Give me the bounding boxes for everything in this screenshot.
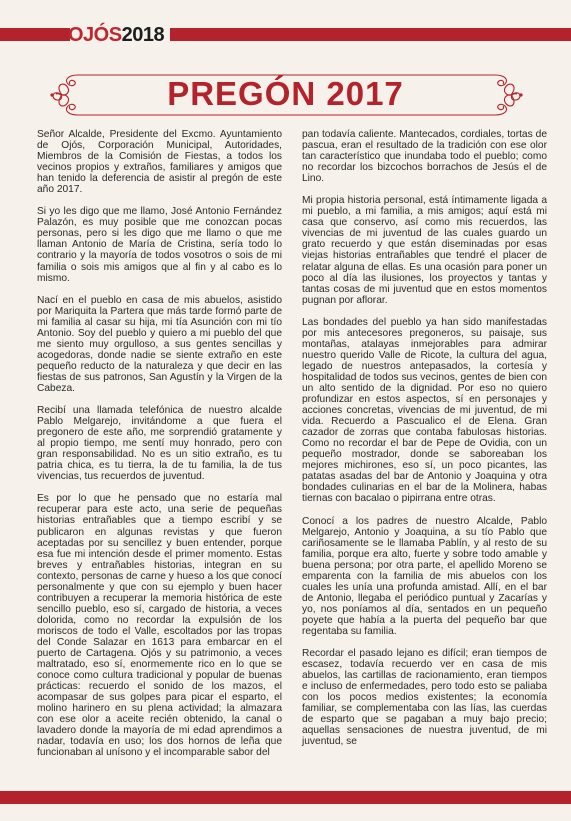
paragraph: Recibí una llamada telefónica de nuestro alcalde Pablo Melgarejo, invitándome a que fuera el pregonero de este año, me sorprendió gratamente y al propio tiempo, me sentí muy honrado, pero con gran responsabilidad. No es un sitio extraño, es tu patria chica, es tu tierra, la de tu familia, la de tus vivencias, tus recuerdos de juventud.	[37, 405, 282, 483]
paragraph: Si yo les digo que me llamo, José Antonio Fernández Palazón, es muy posible que me conozcan pocas personas, pero si les digo que me llamo o que me llaman Antonio de María de Cristina, sería todo lo contrario y la mayoría de todos vosotros o sois de mi familia o sois mis amigos que al fin y al cabo es lo mismo.	[37, 206, 282, 284]
brand-year: 2018	[121, 24, 165, 46]
paragraph: Recordar el pasado lejano es difícil; eran tiempos de escasez, todavía recuerdo ver en casa de mis abuelos, las cartillas de racionamiento, eran tiempos e incluso de enfermedades, pero todo esto se paliaba con los pocos medios existentes; la economía familiar, se complementaba con las lías, las cuerdas de esparto que se pagaban a muy bajo precio; aquellas sensaciones de nuestra juventud, de mi juventud, se	[302, 648, 547, 748]
right-text-column	[302, 129, 547, 758]
paragraph: Nací en el pueblo en casa de mis abuelos, asistido por Mariquita la Partera que más tarde formó parte de mi familia al casar su hija, mi tía Asunción con mi tío Antonio. Soy del pueblo y quiero a mi pueblo del que me siento muy orgulloso, a sus gentes sencillas y acogedoras, donde nadie se siente extraño en este pequeño reducto de la naturaleza y que decir en las fiestas de sus patronos, San Agustín y la Virgen de la Cabeza.	[37, 294, 282, 394]
paragraph: Mi propia historia personal, está íntimamente ligada a mi pueblo, a mi familia, a mis amigos; aquí está mi casa que conservo, así como mis recuerdos, las vivencias de mi juventud de las cuales guardo un grato recuerdo y que están diseminadas por esas viejas historias entrañables que tendré el placer de relatar alguna de ellas. Es una ocasión para poner un poco al día las ilusiones, los proyectos y tantas y tantas cosas de mi juventud que en estos momentos pugnan por aflorar.	[302, 195, 547, 306]
paragraph: pan todavía caliente. Mantecados, cordiales, tortas de pascua, eran el resultado de la tradición con ese olor tan característico que inundaba todo el pueblo; como no recordar los bizcochos borrachos de Jesús el de Lino.	[302, 129, 547, 185]
left-text-column	[37, 129, 282, 769]
brand-name: OJÓS	[68, 24, 122, 46]
page-title: PREGÓN 2017	[167, 75, 404, 112]
paragraph: Conocí a los padres de nuestro Alcalde, Pablo Melgarejo, Antonio y Joaquina, a su tío Pablo que cariñosamente se le llamaba Pablín, y al resto de su familia, porque era alto, fuerte y sobre todo amable y buena persona; por otra parte, el apellido Moreno se emparenta con la familia de mis abuelos con los cuales les unía una profunda amistad. Allí, en el bar de Antonio, llegaba el periódico puntual y Zacarías y yo, nos poníamos al día, sentados en un pequeño poyete que había a la puerta del pequeño bar que regentaba su familia.	[302, 515, 547, 637]
paragraph: Las bondades del pueblo ya han sido manifestadas por mis antecesores pregoneros, su paisaje, sus montañas, atalayas inmejorables para admirar nuestro querido Valle de Ricote, la cultura del agua, legado de nuestros antepasados, la cortesía y hospitalidad de todos sus vecinos, gentes de bien con un alto sentido de la dignidad. Por eso no quiero profundizar en estos aspectos, sí en personajes y acciones concretas, vivencias de mi juventud, de mi vida. Recuerdo a Pascualico el de Elena. Gran cazador de zorras que contaba fabulosas historias. Como no recordar el bar de Pepe de Ovidia, con un pequeño mostrador, donde se saboreaban los mejores michirones, eso sí, un poco picantes, las patatas asadas del bar de Antonio y Joaquina y otra bondades culinarias en el bar de la Molinera, habas tiernas con bacalao o pipirrana entre otras.	[302, 316, 547, 505]
paragraph: Es por lo que he pensado que no estaría mal recuperar para este acto, una serie de pequeñas historias entrañables que a tiempo escribí y se publicaron en algunas revistas y que fueron aceptadas por su sencillez y buen entender, porque esa fue mi intención desde el primer momento. Estas breves y entrañables historias, integran en su contexto, personas de carne y hueso a los que conocí personalmente y que con su ejemplo y buen hacer contribuyen a recuperar la memoria histórica de este sencillo pueblo, eso sí, cargado de historia, a veces dolorida, como no recordar la expulsión de los moriscos de todo el Valle, escoltados por las tropas del Conde Salazar en 1613 para embarcar en el puerto de Cartagena. Ojós y su patrimonio, a veces maltratado, eso sí, enormemente rico en lo que se conoce como cultura tradicional y popular de buenas prácticas: recuerdo el sonido de los mazos, el acompasar de sus golpes para picar el esparto, el molino harinero en su plena actividad; la almazara con ese olor a aceite recién obtenido, la canal o lavadero donde la mayoría de mi edad aprendimos a nadar, todavía en uso; los dos hornos de leña que funcionaban al unísono y el incomparable sabor del	[37, 493, 282, 759]
brand-logo	[68, 23, 164, 47]
footer-red-band	[0, 791, 571, 804]
paragraph: Señor Alcalde, Presidente del Excmo. Ayuntamiento de Ojós, Corporación Municipal, Autoridades, Miembros de la Comisión de Fiestas, a todos los vecinos propios y extraños, familiares y amigos que han tenido la deferencia de asistir al pregón de este año 2017.	[37, 129, 282, 196]
header-bar	[0, 25, 571, 45]
